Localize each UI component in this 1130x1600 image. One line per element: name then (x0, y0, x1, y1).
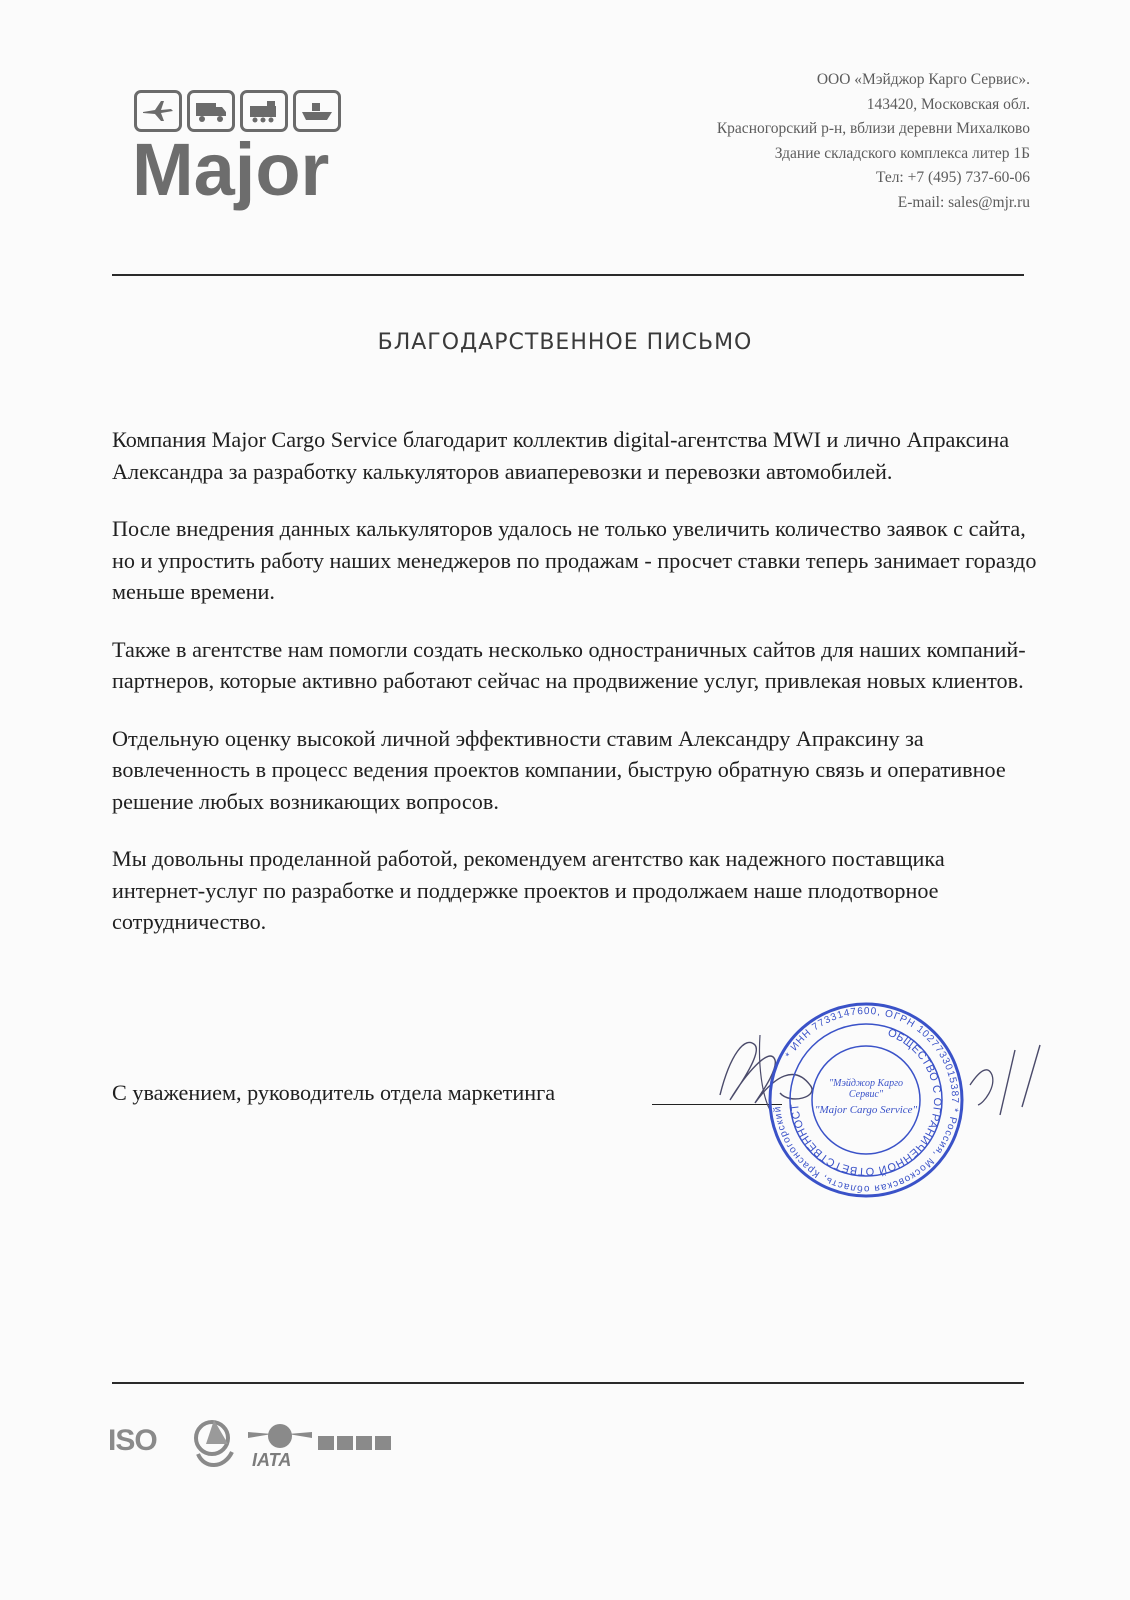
address-line-postcode: 143420, Московская обл. (866, 95, 1030, 113)
certification-logos (108, 1410, 428, 1480)
fiata-emblem-icon (184, 1414, 244, 1474)
address-line-email: E-mail: sales@mjr.ru (897, 193, 1030, 211)
address-line-district: Красногорский р-н, вблизи деревни Михалково (716, 120, 1030, 137)
train-icon (240, 90, 288, 132)
seal-graphic (766, 1000, 966, 1200)
paragraph: Мы довольны проделанной работой, рекомендуем агентство как надежного поставщика интернет-услуг по разработке и поддержке проектов и продолжаем наше плодотворное сотрудничество. (112, 846, 945, 934)
paragraph: После внедрения данных калькуляторов удалось не только увеличить количество заявок с сайта, но и упростить работу наших менеджеров по продажам - просчет ставки теперь занимает гораздо меньше времени. (112, 516, 1037, 604)
footer-divider (112, 1382, 1024, 1384)
logo-transport-icons (134, 90, 341, 132)
seal-name-ru: "Мэйджор Карго Сервис" (828, 1078, 904, 1100)
signoff-text: С уважением, руководитель отдела маркетинга (112, 1080, 556, 1105)
address-line-building: Здание складского комплекса литер 1Б (774, 144, 1030, 162)
svg-text:* ИНН 7733147600, ОГРН 1027733: * ИНН 7733147600, ОГРН 1027733015387 * Россия, Московская область, Красногорский (772, 1005, 961, 1195)
iata-emblem-icon (248, 1418, 312, 1452)
company-seal (766, 1000, 966, 1200)
letter-title: БЛАГОДАРСТВЕННОЕ ПИСЬМО (377, 330, 753, 355)
company-logo (134, 90, 354, 215)
partner-logo-icon (318, 1434, 392, 1452)
company-address (717, 68, 1030, 215)
address-line-company: ООО «Мэйджор Карго Сервис». (816, 71, 1030, 88)
paragraph: Компания Major Cargo Service благодарит коллектив digital-агентства MWI и лично Апраксина Александра за разработку калькуляторов авиаперевозки и перевозки автомобилей. (112, 427, 1010, 484)
letter-body (112, 424, 1042, 964)
truck-icon (187, 90, 235, 132)
svg-text:ОБЩЕСТВО С ОГРАНИЧЕННОЙ ОТВЕТС: ОБЩЕСТВО С ОГРАНИЧЕННОЙ ОТВЕТСТВЕННОСТ (789, 1026, 944, 1178)
address-line-phone: Тел: +7 (495) 737-60-06 (875, 169, 1030, 186)
seal-name-en: "Major Cargo Service" (814, 1104, 918, 1116)
paragraph: Отдельную оценку высокой личной эффективности ставим Александру Апраксину за вовлеченность в процесс ведения проектов компании, быструю обратную связь и оперативное решение любых возникающих вопросов. (112, 725, 1006, 814)
airplane-icon (134, 90, 182, 132)
iso-logo: ISO (108, 1424, 157, 1457)
header-divider (112, 274, 1024, 276)
ship-icon (293, 90, 341, 132)
iata-logo: IATA (252, 1450, 292, 1470)
paragraph: Также в агентстве нам помогли создать несколько одностраничных сайтов для наших компаний-партнеров, которые активно работают сейчас на продвижение услуг, привлекая новых клиентов. (112, 636, 1026, 693)
logo-wordmark: Major (132, 128, 330, 211)
